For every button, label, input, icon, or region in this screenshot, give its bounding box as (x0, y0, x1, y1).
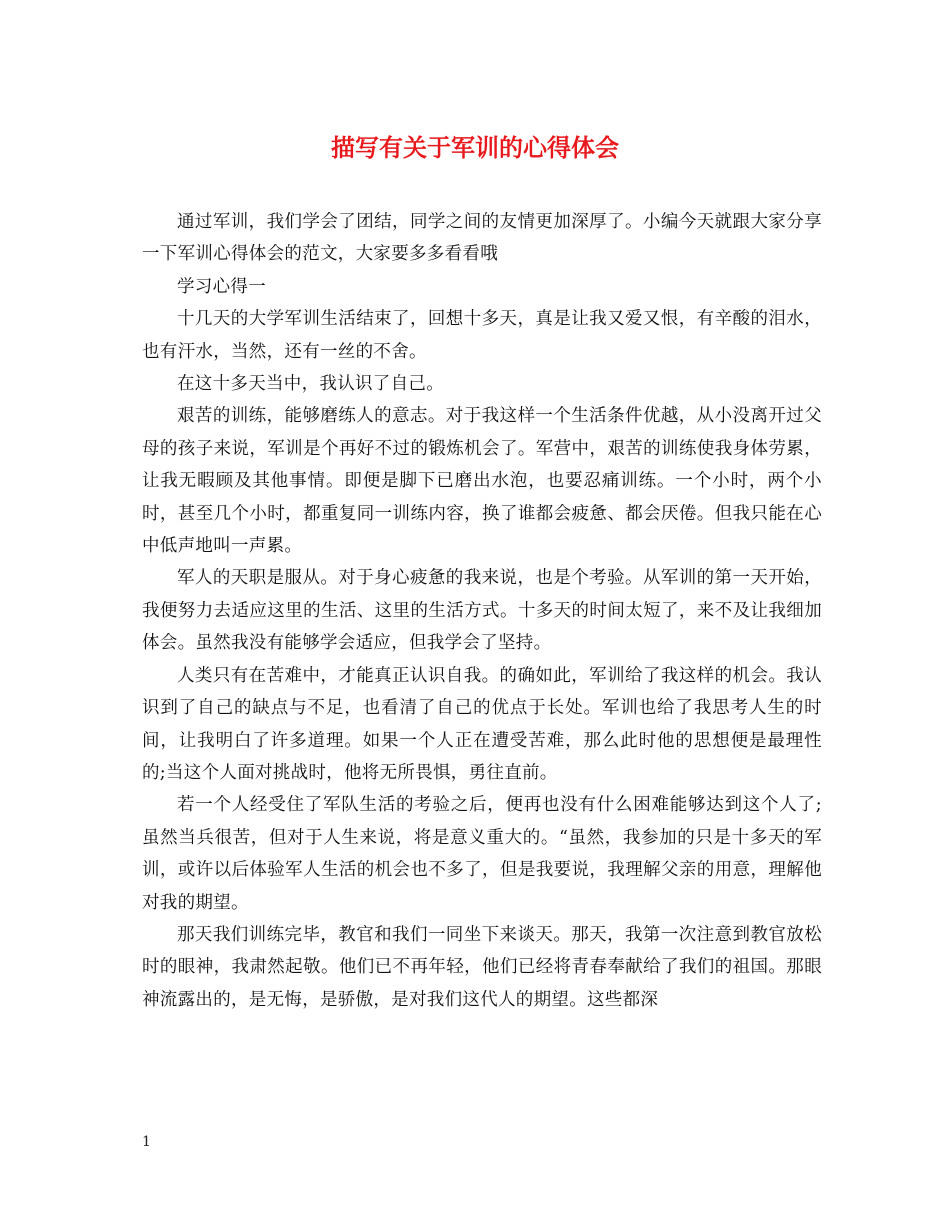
body-paragraph: 那天我们训练完毕，教官和我们一同坐下来谈天。那天，我第一次注意到教官放松时的眼神，我肃然起敬。他们已不再年轻，他们已经将青春奉献给了我们的祖国。那眼神流露出的，是无悔，是骄傲，是对我们这代人的期望。这些都深 (142, 924, 822, 1010)
body-paragraph: 人类只有在苦难中，才能真正认识自我。的确如此，军训给了我这样的机会。我认识到了自己的缺点与不足，也看清了自己的优点于长处。军训也给了我思考人生的时间，让我明白了许多道理。如果一个人正在遭受苦难，那么此时他的思想便是最理性的;当这个人面对挑战时，他将无所畏惧，勇往直前。 (142, 665, 822, 783)
body-paragraph: 若一个人经受住了军队生活的考验之后，便再也没有什么困难能够达到这个人了;虽然当兵很苦，但对于人生来说，将是意义重大的。“虽然，我参加的只是十多天的军训，或许以后体验军人生活的机会也不多了，但是我要说，我理解父亲的用意，理解他对我的期望。 (142, 795, 822, 913)
document-body (142, 206, 822, 1016)
intro-paragraph: 通过军训，我们学会了团结，同学之间的友情更加深厚了。小编今天就跟大家分享一下军训心得体会的范文，大家要多多看看哦 (142, 212, 822, 265)
body-paragraph: 在这十多天当中，我认识了自己。 (177, 374, 444, 395)
body-paragraph: 十几天的大学军训生活结束了，回想十多天，真是让我又爱又恨，有辛酸的泪水，也有汗水，当然，还有一丝的不舍。 (142, 309, 822, 362)
body-paragraph: 艰苦的训练，能够磨练人的意志。对于我这样一个生活条件优越，从小没离开过父母的孩子来说，军训是个再好不过的锻炼机会了。军营中，艰苦的训练使我身体劳累，让我无暇顾及其他事情。即便是脚下已磨出水泡，也要忍痛训练。一个小时，两个小时，甚至几个小时，都重复同一训练内容，换了谁都会疲惫、都会厌倦。但我只能在心中低声地叫一声累。 (142, 406, 822, 557)
body-paragraph: 军人的天职是服从。对于身心疲惫的我来说，也是个考验。从军训的第一天开始，我便努力去适应这里的生活、这里的生活方式。十多天的时间太短了，来不及让我细加体会。虽然我没有能够学会适应，但我学会了坚持。 (142, 568, 822, 654)
section-heading: 学习心得一 (177, 276, 266, 297)
document-title: 描写有关于军训的心得体会 (331, 133, 619, 162)
page-number: 1 (142, 1134, 151, 1150)
